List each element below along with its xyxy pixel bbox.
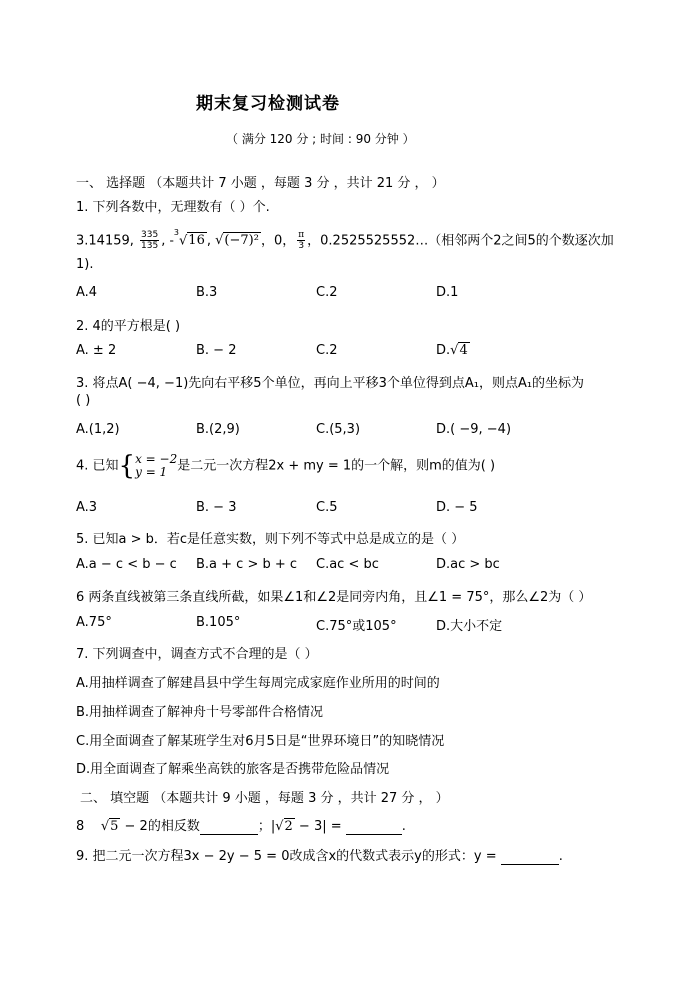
fraction-pi-3: $\frac{\pi}{3}$ [298, 230, 305, 252]
question-1-stem: 1. 下列各数中，无理数有（ ）个. [76, 200, 270, 215]
q5-option-d[interactable]: D.ac > bc [436, 557, 500, 572]
sqrt-4: √4 [450, 343, 468, 358]
q7-option-a[interactable]: A.用抽样调查了解建昌县中学生每周完成家庭作业所用的时间的 [76, 676, 440, 691]
q6-option-c[interactable]: C.75°或105° [316, 619, 397, 634]
question-4-stem: 4. 已知{ x = −2 y = 1 是二元一次方程2x + my = 1的一个解，则m的值为( ) [76, 451, 496, 481]
fraction-335-135: $\frac{335}{135}$ [141, 230, 159, 252]
exam-info: （ 满分 120 分 ; 时间 : 90 分钟 ） [226, 132, 415, 146]
q4-option-a[interactable]: A.3 [76, 500, 98, 515]
page-title: 期末复习检测试卷 [196, 94, 340, 114]
q6-option-a[interactable]: A.75° [76, 615, 112, 630]
q1-option-a[interactable]: A.4 [76, 285, 98, 300]
equation-system: x = −2 y = 1 [135, 452, 178, 479]
answer-blank-8a[interactable] [200, 819, 258, 835]
q4-option-b[interactable]: B. − 3 [196, 500, 237, 515]
question-7-stem: 7. 下列调查中，调查方式不合理的是（ ） [76, 647, 318, 662]
section-heading-choice: 一、 选择题 （本题共计 7 小题 ，每题 3 分 ，共计 21 分 ， ） [76, 176, 445, 191]
question-5-stem: 5. 已知a > b．若c是任意实数，则下列不等式中总是成立的是（ ） [76, 532, 465, 547]
q6-option-b[interactable]: B.105° [196, 615, 241, 630]
q1-option-b[interactable]: B.3 [196, 285, 218, 300]
q7-option-b[interactable]: B.用抽样调查了解神舟十号零部件合格情况 [76, 705, 324, 720]
q1-option-c[interactable]: C.2 [316, 285, 338, 300]
q7-option-d[interactable]: D.用全面调查了解乘坐高铁的旅客是否携带危险品情况 [76, 762, 390, 777]
question-8-stem: 8 √5 − 2的相反数 ；|√2 − 3| = . [76, 819, 406, 834]
q4-option-c[interactable]: C.5 [316, 500, 338, 515]
cube-root-16: $^3$√16 [173, 228, 205, 249]
q3-option-c[interactable]: C.(5,3) [316, 422, 361, 437]
q4-option-d[interactable]: D. − 5 [436, 500, 478, 515]
q2-option-a[interactable]: A. ± 2 [76, 343, 117, 358]
answer-blank-9[interactable] [501, 849, 559, 865]
q1-option-d[interactable]: D.1 [436, 285, 459, 300]
q5-option-b[interactable]: B.a + c > b + c [196, 557, 298, 572]
sqrt-2: √2 [275, 819, 293, 834]
q3-option-b[interactable]: B.(2,9) [196, 422, 240, 437]
section-heading-fill: 二、 填空题 （本题共计 9 小题 ，每题 3 分 ，共计 27 分 ， ） [80, 791, 449, 806]
q2-option-d[interactable]: D.√4 [436, 343, 468, 358]
question-3-stem: 3. 将点A( −4, −1)先向右平移5个单位，再向上平移3个单位得到点A₁，则点A₁的坐标为 [76, 376, 585, 391]
question-6-stem: 6 两条直线被第三条直线所截，如果∠1和∠2是同旁内角，且∠1 = 75°，那么∠2为（ ） [76, 590, 592, 605]
question-1-tail: 1). [76, 257, 94, 272]
q5-option-a[interactable]: A.a − c < b − c [76, 557, 177, 572]
q3-option-d[interactable]: D.( −9, −4) [436, 422, 512, 437]
answer-blank-8b[interactable] [346, 819, 402, 835]
sqrt-neg7-squared: √(−7)² [215, 233, 259, 249]
q2-option-b[interactable]: B. − 2 [196, 343, 237, 358]
sqrt-5: √5 [100, 819, 119, 834]
q3-option-a[interactable]: A.(1,2) [76, 422, 120, 437]
q5-option-c[interactable]: C.ac < bc [316, 557, 379, 572]
q7-option-c[interactable]: C.用全面调查了解某班学生对6月5日是“世界环境日”的知晓情况 [76, 734, 445, 749]
question-9-stem: 9. 把二元一次方程3x − 2y − 5 = 0改成含x的代数式表示y的形式：y = . [76, 849, 563, 864]
question-3-stem-cont: ( ) [76, 393, 91, 408]
q2-option-c[interactable]: C.2 [316, 343, 338, 358]
question-1-numbers: 3.14159, $\frac{335}{135}$ , -$^3$√16 , √(−7)² ，0， $\frac{\pi}{3}$ ，0.2525525552…（相邻两个2之间5的个数逐次加 [76, 224, 614, 254]
q6-option-d[interactable]: D.大小不定 [436, 619, 503, 634]
number-3-14159: 3.14159, [76, 233, 134, 249]
question-2-stem: 2. 4的平方根是( ) [76, 319, 181, 334]
